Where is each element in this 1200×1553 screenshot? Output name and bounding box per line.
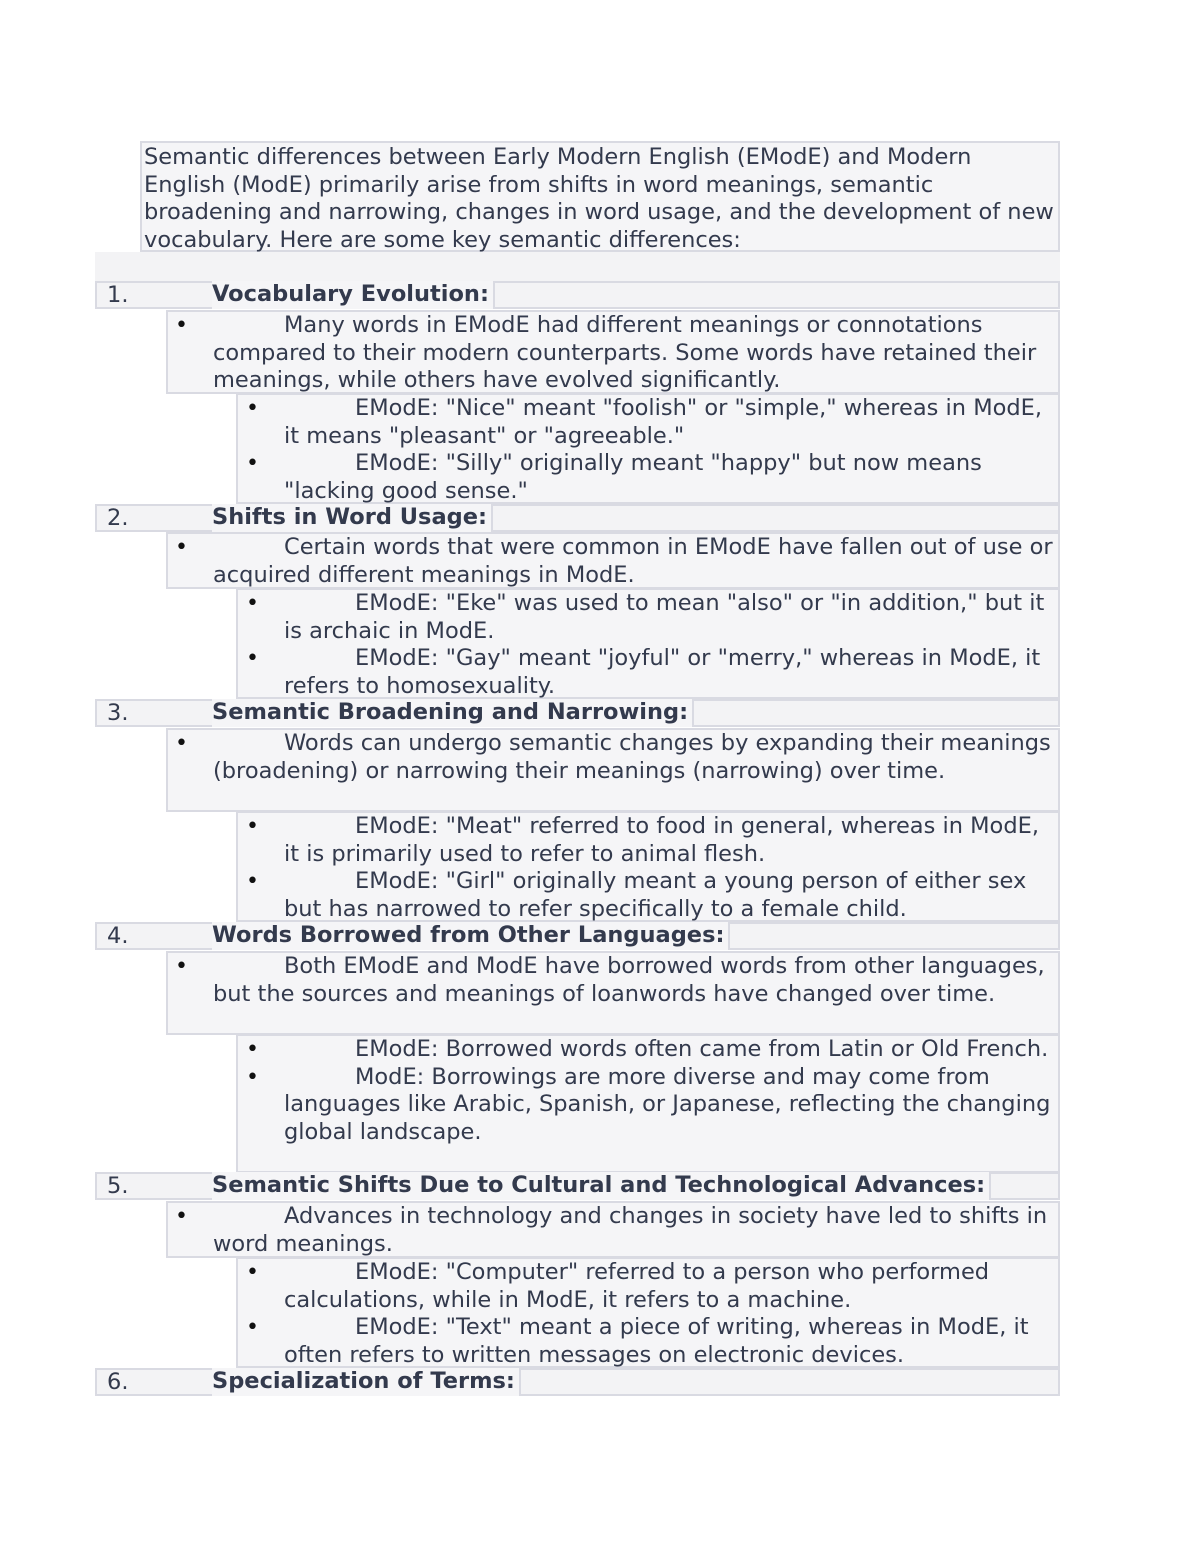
section-heading bbox=[95, 1172, 1060, 1200]
section-examples bbox=[236, 588, 1060, 699]
list-item: • EModE: "Eke" was used to mean "also" or "in addition," but it is archaic in ModE. bbox=[246, 590, 1045, 644]
section-number: 4. bbox=[107, 923, 129, 949]
bullet-icon: • bbox=[246, 1260, 259, 1285]
list-item: • EModE: "Computer" referred to a person who performed calculations, while in ModE, it refers to a machine. bbox=[246, 1259, 990, 1313]
section-description: • Both EModE and ModE have borrowed words from other languages, but the sources and meanings of loanwords have changed over time. bbox=[166, 951, 1060, 1035]
section-examples bbox=[236, 393, 1060, 504]
list-item: • EModE: "Girl" originally meant a young person of either sex but has narrowed to refer specifically to a female child. bbox=[246, 868, 1027, 922]
section-number: 5. bbox=[107, 1173, 129, 1199]
section-examples bbox=[236, 811, 1060, 922]
section-description: • Words can undergo semantic changes by expanding their meanings (broadening) or narrowing their meanings (narrowing) over time. bbox=[166, 728, 1060, 812]
section-heading bbox=[95, 504, 1060, 532]
bullet-icon: • bbox=[175, 731, 188, 756]
section-description: • Certain words that were common in EModE have fallen out of use or acquired different meanings in ModE. bbox=[166, 532, 1060, 589]
section-title: Specialization of Terms: bbox=[212, 1368, 521, 1396]
section-number: 6. bbox=[107, 1369, 129, 1395]
section-heading bbox=[95, 1368, 1060, 1396]
bullet-icon: • bbox=[175, 1204, 188, 1229]
section-description: • Many words in EModE had different meanings or connotations compared to their modern counterparts. Some words have retained their meanings, while others have evolved significantly. bbox=[166, 310, 1060, 394]
list-item: • EModE: "Silly" originally meant "happy" but now means "lacking good sense." bbox=[246, 450, 982, 504]
section-examples bbox=[236, 1257, 1060, 1368]
section-title: Shifts in Word Usage: bbox=[212, 504, 493, 532]
section-heading bbox=[95, 281, 1060, 309]
section-title: Semantic Shifts Due to Cultural and Technological Advances: bbox=[212, 1172, 991, 1200]
section-heading bbox=[95, 922, 1060, 950]
bullet-icon: • bbox=[246, 451, 259, 476]
section-title: Words Borrowed from Other Languages: bbox=[212, 922, 730, 950]
section-number: 2. bbox=[107, 505, 129, 531]
bullet-icon: • bbox=[175, 535, 188, 560]
section-examples bbox=[236, 1034, 1060, 1173]
bullet-icon: • bbox=[246, 814, 259, 839]
bullet-icon: • bbox=[246, 591, 259, 616]
list-item: • EModE: "Text" meant a piece of writing, whereas in ModE, it often refers to written messages on electronic devices. bbox=[246, 1314, 1029, 1368]
bullet-icon: • bbox=[246, 646, 259, 671]
spacer bbox=[95, 252, 1060, 282]
list-item: • EModE: "Gay" meant "joyful" or "merry," whereas in ModE, it refers to homosexuality. bbox=[246, 645, 1041, 699]
bullet-icon: • bbox=[246, 1037, 259, 1062]
list-item: • EModE: "Meat" referred to food in general, whereas in ModE, it is primarily used to refer to animal flesh. bbox=[246, 813, 1039, 867]
section-title: Semantic Broadening and Narrowing: bbox=[212, 699, 694, 727]
list-item: • EModE: "Nice" meant "foolish" or "simple," whereas in ModE, it means "pleasant" or "agreeable." bbox=[246, 395, 1043, 449]
intro-paragraph: Semantic differences between Early Modern English (EModE) and Modern English (ModE) primarily arise from shifts in word meanings, semantic broadening and narrowing, changes in word usage, and the development of new vocabulary. Here are some key semantic differences: bbox=[140, 141, 1060, 252]
bullet-icon: • bbox=[246, 396, 259, 421]
bullet-icon: • bbox=[246, 1315, 259, 1340]
bullet-icon: • bbox=[246, 869, 259, 894]
section-number: 3. bbox=[107, 700, 129, 726]
bullet-icon: • bbox=[175, 313, 188, 338]
section-number: 1. bbox=[107, 282, 129, 308]
list-item: • EModE: Borrowed words often came from Latin or Old French. bbox=[246, 1036, 1049, 1062]
bullet-icon: • bbox=[246, 1064, 259, 1090]
section-title: Vocabulary Evolution: bbox=[212, 281, 495, 309]
section-heading bbox=[95, 699, 1060, 727]
section-description: • Advances in technology and changes in society have led to shifts in word meanings. bbox=[166, 1201, 1060, 1258]
bullet-icon: • bbox=[175, 954, 188, 979]
list-item: • ModE: Borrowings are more diverse and may come from languages like Arabic, Spanish, or Japanese, reflecting the changing global landscape. bbox=[246, 1063, 1051, 1145]
